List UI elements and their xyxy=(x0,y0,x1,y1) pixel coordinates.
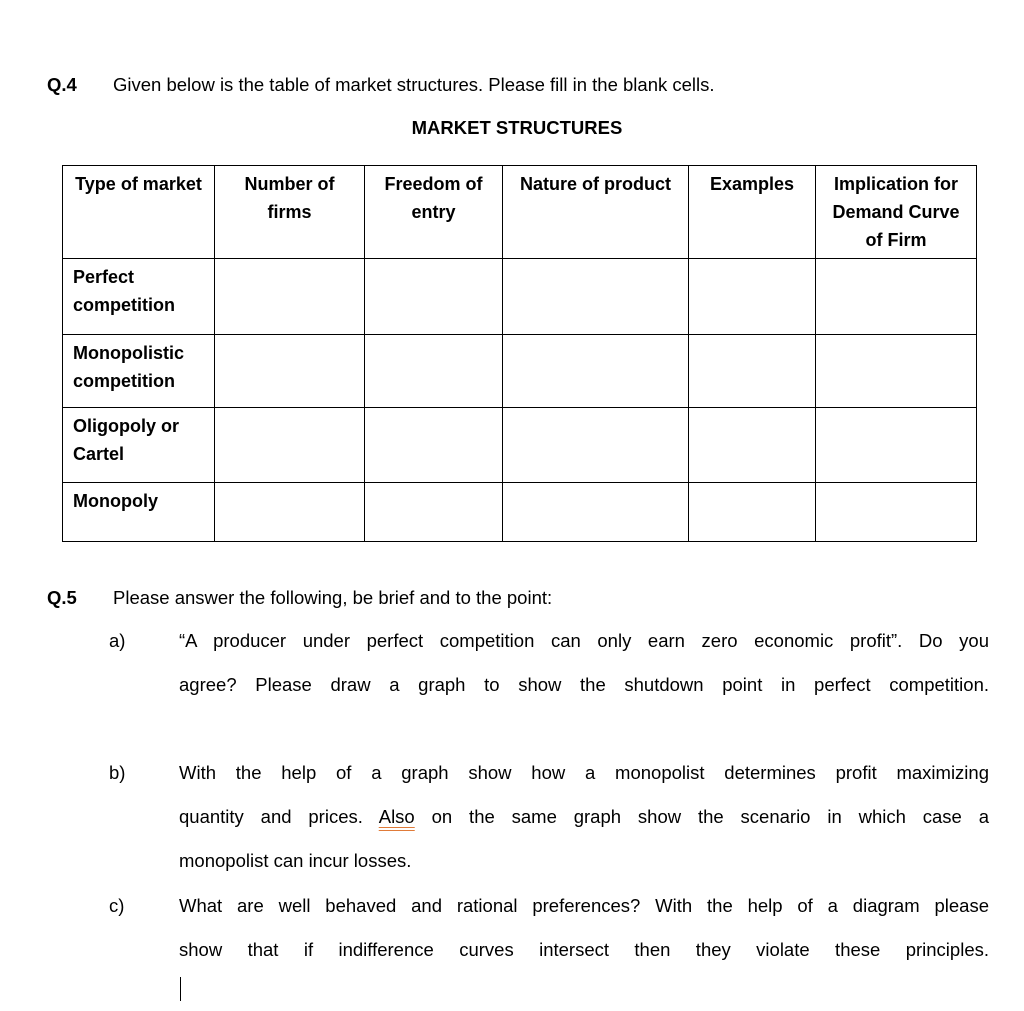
header-product: Nature of product xyxy=(503,166,689,259)
market-structures-table xyxy=(62,165,977,542)
blank-cell[interactable] xyxy=(503,408,689,483)
table-row xyxy=(63,408,977,483)
q5-prompt: Please answer the following, be brief and to the point: xyxy=(113,587,553,608)
part-b-label: b) xyxy=(109,762,126,783)
blank-cell[interactable] xyxy=(215,259,365,335)
blank-cell[interactable] xyxy=(689,408,816,483)
part-a-line1: “A producer under perfect competition can only earn zero economic profit”. Do you xyxy=(179,630,989,651)
blank-cell[interactable] xyxy=(816,408,977,483)
blank-cell[interactable] xyxy=(816,335,977,408)
blank-cell[interactable] xyxy=(365,259,503,335)
table-row xyxy=(63,259,977,335)
blank-cell[interactable] xyxy=(689,335,816,408)
q4-number: Q.4 xyxy=(47,74,77,95)
table-row xyxy=(63,335,977,408)
part-a-label: a) xyxy=(109,630,126,651)
blank-cell[interactable] xyxy=(503,483,689,542)
part-c-label: c) xyxy=(109,895,125,916)
blank-cell[interactable] xyxy=(689,483,816,542)
part-a-line2: agree? Please draw a graph to show the shutdown point in perfect competition. xyxy=(179,674,989,695)
header-examples: Examples xyxy=(689,166,816,259)
part-b-line2-pre: quantity and prices. xyxy=(179,806,363,827)
blank-cell[interactable] xyxy=(215,335,365,408)
blank-cell[interactable] xyxy=(215,408,365,483)
blank-cell[interactable] xyxy=(689,259,816,335)
row-label: Monopolistic competition xyxy=(63,335,215,408)
blank-cell[interactable] xyxy=(365,335,503,408)
blank-cell[interactable] xyxy=(816,259,977,335)
blank-cell[interactable] xyxy=(365,408,503,483)
blank-cell[interactable] xyxy=(365,483,503,542)
row-label: Oligopoly or Cartel xyxy=(63,408,215,483)
header-implication: Implication for Demand Curve of Firm xyxy=(816,166,977,259)
header-entry: Freedom of entry xyxy=(365,166,503,259)
part-c-line2: show that if indifference curves intersect then they violate these principles. xyxy=(179,939,989,960)
grammar-flagged-word[interactable]: Also xyxy=(378,806,415,827)
header-type: Type of market xyxy=(63,166,215,259)
blank-cell[interactable] xyxy=(215,483,365,542)
text-cursor xyxy=(180,977,181,1001)
blank-cell[interactable] xyxy=(816,483,977,542)
part-b-line3: monopolist can incur losses. xyxy=(179,850,412,871)
part-c-line1: What are well behaved and rational preferences? With the help of a diagram please xyxy=(179,895,989,916)
row-label: Monopoly xyxy=(63,483,215,542)
row-label: Perfect competition xyxy=(63,259,215,335)
table-row xyxy=(63,483,977,542)
part-b-line2 xyxy=(179,806,989,828)
part-b-line2-post: on the same graph show the scenario in which case a xyxy=(431,806,989,827)
q5-number: Q.5 xyxy=(47,587,77,608)
q4-prompt: Given below is the table of market structures. Please fill in the blank cells. xyxy=(113,74,715,95)
table-title: MARKET STRUCTURES xyxy=(411,117,623,138)
blank-cell[interactable] xyxy=(503,335,689,408)
blank-cell[interactable] xyxy=(503,259,689,335)
part-b-line1: With the help of a graph show how a monopolist determines profit maximizing xyxy=(179,762,989,783)
header-firms: Number of firms xyxy=(215,166,365,259)
